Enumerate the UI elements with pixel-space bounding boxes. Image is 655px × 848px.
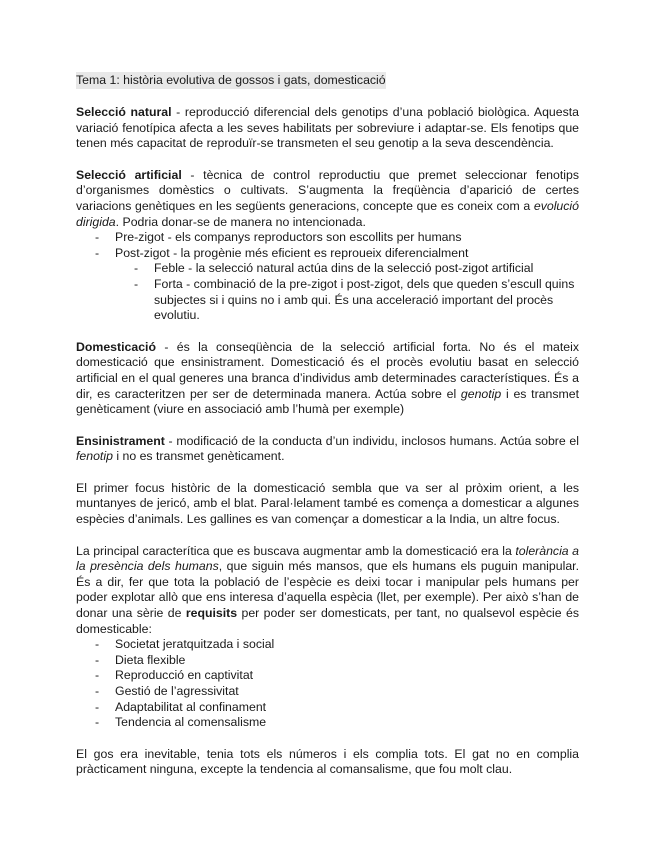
emphasis-genotip: genotip	[460, 386, 502, 401]
definition-seleccio-natural: - reproducció diferencial dels genotips d’una població biològica. Aquesta variació fenotípica afecta a les seves habilitats per sobreviure i adaptar-se. Els fenotips que tenen més capacitat de reproduïr-se transmeten el seu genotip a la seva descendència.	[76, 105, 579, 151]
paragraph-principal	[76, 544, 579, 638]
term-seleccio-natural: Selecció natural	[76, 105, 172, 119]
term-seleccio-artificial: Selecció artificial	[76, 167, 182, 182]
emphasis-fenotip: fenotip	[76, 449, 113, 464]
paragraph-focus: El primer focus històric de la domesticació sembla que va ser al pròxim orient, a les muntanyes de jericó, amb el blat. Paral·lelament també es comença a domesticar a algunes espècies d’animals. Les gallines es van començar a domesticar a la India, un altre focus.	[76, 480, 579, 527]
paragraph-ensinistrament	[76, 434, 579, 465]
emphasis-evolucio-dirigida: evolució dirigida	[76, 198, 579, 229]
term-domesticacio: Domesticació	[76, 339, 156, 354]
list-item-requisit: - Gestió de l’agressivitat	[76, 684, 579, 700]
document-body	[76, 72, 579, 778]
emphasis-tolerancia: tolerància a la presència dels humans	[76, 543, 580, 574]
list-item-post-zigot: - Post-zigot - la progènie més eficient es reproueix diferencialment	[76, 246, 579, 262]
requisits-list	[76, 637, 579, 731]
paragraph-seleccio-artificial	[76, 168, 579, 230]
selection-strength-list	[76, 261, 579, 323]
selection-types-list	[76, 230, 579, 261]
definition-ensinistrament-end: i no es transmet genèticament.	[112, 449, 285, 464]
definition-domesticacio: - és la conseqüència de la selecció artificial forta. No és el mateix domesticació que ensinistrament. Domesticació és el procès evolutiu basat en selecció artificial en el qual generes una branca d’individus amb determinades característiques. És a dir, es caracteritzen per ser de determinada manera. Actúa sobre el	[76, 339, 579, 401]
list-item-forta: - Forta - combinació de la pre-zigot i post-zigot, dels que queden s’escull quins subjectes si i quins no i amb qui. És una acceleració important del procès evolutiu.	[76, 277, 579, 324]
list-item-requisit: - Societat jeratquitzada i social	[76, 637, 579, 653]
term-ensinistrament: Ensinistrament	[76, 433, 165, 448]
list-item-requisit: - Dieta flexible	[76, 653, 579, 669]
list-item-pre-zigot: - Pre-zigot - els companys reproductors son escollits per humans	[76, 230, 579, 246]
definition-domesticacio-end: i es transmet genèticament (viure en associació amb l’humà per exemple)	[76, 386, 579, 417]
definition-ensinistrament: - modificació de la conducta d’un individu, inclosos humans. Actúa sobre el	[164, 433, 579, 448]
list-item-requisit: - Adaptabilitat al confinament	[76, 700, 579, 716]
principal-text-1: La principal caracterítica que es buscava augmentar amb la domesticació era la	[76, 543, 516, 558]
paragraph-conclusio: El gos era inevitable, tenia tots els números i els complia tots. El gat no en complia pràcticament ninguna, excepte la tendencia al comansalisme, que fou molt clau.	[76, 746, 579, 777]
list-item-requisit: - Tendencia al comensalisme	[76, 715, 579, 731]
emphasis-requisits: requisits	[185, 606, 238, 621]
paragraph-seleccio-natural	[76, 105, 579, 152]
principal-text-2: , que siguin més mansos, que els humans els puguin manipular. És a dir, fer que tota la població de l’espècie es deixi tocar i manipular pels humans per poder explotar allò que ens interesa d’aquella espècia (llet, per exemple). Per això s’han de donar una sèrie de	[76, 559, 579, 621]
paragraph-domesticacio	[76, 340, 579, 418]
definition-seleccio-artificial-end: . Podria donar-se de manera no intencionada.	[115, 214, 366, 229]
definition-seleccio-artificial: - tècnica de control reproductiu que premet seleccionar fenotips d’organismes domèstics o cultivats. S’augmenta la freqüència d’aparició de certes variacions genètiques en les següents generacions, concepte que es coneix com a	[76, 167, 579, 213]
principal-text-3: per poder ser domesticats, per tant, no qualsevol espècie és domesticable:	[76, 606, 579, 636]
list-item-requisit: - Reproducció en captivitat	[76, 668, 579, 684]
list-item-feble: - Feble - la selecció natural actúa dins de la selecció post-zigot artificial	[76, 261, 579, 277]
document-title: Tema 1: història evolutiva de gossos i gats, domesticació	[76, 73, 386, 87]
